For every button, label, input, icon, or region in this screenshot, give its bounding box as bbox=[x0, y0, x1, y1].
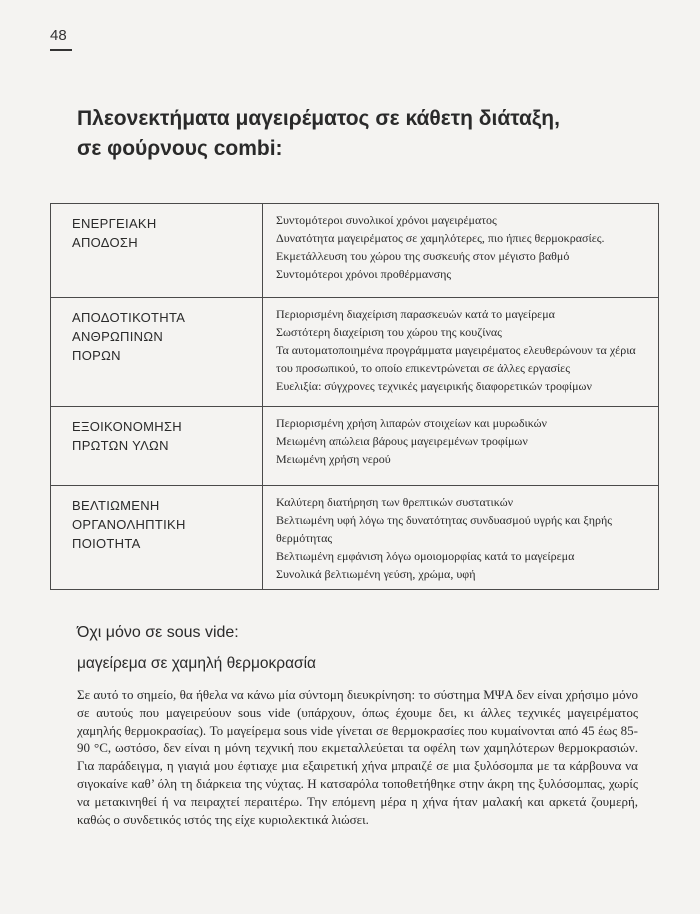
category-label: ΠΡΩΤΩΝ ΥΛΩΝ bbox=[72, 438, 169, 453]
category-cell bbox=[51, 486, 263, 590]
category-label: ΕΞΟΙΚΟΝΟΜΗΣΗ bbox=[72, 419, 182, 434]
category-label: ΟΡΓΑΝΟΛΗΠΤΙΚΗ bbox=[72, 517, 186, 532]
benefit-item: Μειωμένη απώλεια βάρους μαγειρεμένων τροφίμων bbox=[276, 434, 528, 448]
benefit-item: Ευελιξία: σύγχρονες τεχνικές μαγειρικής διαφορετικών τροφίμων bbox=[276, 379, 592, 393]
category-label: ΠΟΙΟΤΗΤΑ bbox=[72, 536, 141, 551]
category-label: ΑΝΘΡΩΠΙΝΩΝ bbox=[72, 329, 164, 344]
benefit-item: Συντομότεροι συνολικοί χρόνοι μαγειρέματος bbox=[276, 213, 497, 227]
page-title-line-2: σε φούρνους combi: bbox=[77, 137, 283, 160]
benefit-item: Σωστότερη διαχείριση του χώρου της κουζίνας bbox=[276, 325, 502, 339]
section-subheading: μαγείρεμα σε χαμηλή θερμοκρασία bbox=[77, 655, 317, 672]
table-row bbox=[51, 204, 659, 298]
benefit-item: Περιορισμένη χρήση λιπαρών στοιχείων και μυρωδικών bbox=[276, 416, 547, 430]
category-cell bbox=[51, 298, 263, 407]
benefit-item: Βελτιωμένη εμφάνιση λόγω ομοιομορφίας κατά το μαγείρεμα bbox=[276, 549, 575, 563]
category-label: ΒΕΛΤΙΩΜΕΝΗ bbox=[72, 498, 160, 513]
benefit-item: Συντομότεροι χρόνοι προθέρμανσης bbox=[276, 267, 452, 281]
benefit-items-cell bbox=[263, 298, 659, 407]
category-label: ΕΝΕΡΓΕΙΑΚΗ bbox=[72, 216, 157, 231]
benefits-table bbox=[50, 203, 659, 590]
page-title bbox=[77, 104, 637, 164]
benefit-item: Δυνατότητα μαγειρέματος σε χαμηλότερες, πιο ήπιες θερμοκρασίες. bbox=[276, 231, 605, 245]
benefit-item: Συνολικά βελτιωμένη γεύση, χρώμα, υφή bbox=[276, 567, 476, 581]
benefit-item: Εκμετάλλευση του χώρου της συσκευής στον μέγιστο βαθμό bbox=[276, 249, 570, 263]
category-label: ΑΠΟΔΟΣΗ bbox=[72, 235, 138, 250]
benefit-item: Μειωμένη χρήση νερού bbox=[276, 452, 391, 466]
section-heading: Όχι μόνο σε sous vide: bbox=[77, 624, 239, 641]
benefit-items-cell bbox=[263, 204, 659, 298]
table-row bbox=[51, 298, 659, 407]
benefit-item: Βελτιωμένη υφή λόγω της δυνατότητας συνδυασμού υγρής και ξηρής θερμότητας bbox=[276, 513, 613, 545]
page-number: 48 bbox=[50, 27, 67, 44]
body-paragraph: Σε αυτό το σημείο, θα ήθελα να κάνω μία σύντομη διευκρίνηση: το σύστημα ΜΨΑ δεν είναι χρήσιμο μόνο σε αυτούς που μαγειρεύουν sous vide (υπάρχουν, όπως έχουμε δει, κι άλλες τεχνικές μαγειρέματος χαμηλής θερμοκρασίας). Το μαγείρεμα sous vide γίνεται σε θερμοκρασίες που κυμαίνονται από 45 έως 85-90 °C, ωστόσο, δεν είναι η μόνη τεχνική που εκμεταλλεύεται τα οφέλη των χαμηλότερων θερμοκρασιών. Για παράδειγμα, η γιαγιά μου έφτιαχε μια εξαιρετική χήνα μπραιζέ σε μια ξυλόσομπα με τα κάρβουνα να σιγοκαίνε καθ’ όλη τη διάρκεια της νύχτας. Η κατσαρόλα τοποθετήθηκε στην άκρη της ξυλόσομπας, χωρίς να μετακινηθεί ή να πειραχτεί περαιτέρω. Την επόμενη μέρα η χήνα ήταν μαλακή και αρκετά ζουμερή, καθώς ο συνδετικός ιστός της είχε κυριολεκτικά λιώσει. bbox=[77, 687, 638, 827]
page-number-rule bbox=[50, 49, 72, 51]
benefit-item: Περιορισμένη διαχείριση παρασκευών κατά το μαγείρεμα bbox=[276, 307, 555, 321]
table-row bbox=[51, 486, 659, 590]
benefit-item: Τα αυτοματοποιημένα προγράμματα μαγειρέματος ελευθερώνουν τα χέρια του προσωπικού, το οποίο επικεντρώνεται σε άλλες εργασίες bbox=[276, 343, 636, 375]
category-cell bbox=[51, 204, 263, 298]
benefit-items-cell bbox=[263, 486, 659, 590]
page-title-line-1: Πλεονεκτήματα μαγειρέματος σε κάθετη διάταξη, bbox=[77, 107, 560, 130]
category-label: ΑΠΟΔΟΤΙΚΟΤΗΤΑ bbox=[72, 310, 186, 325]
benefit-items-cell bbox=[263, 407, 659, 486]
benefit-item: Καλύτερη διατήρηση των θρεπτικών συστατικών bbox=[276, 495, 514, 509]
table-row bbox=[51, 407, 659, 486]
category-label: ΠΟΡΩΝ bbox=[72, 348, 121, 363]
category-cell bbox=[51, 407, 263, 486]
